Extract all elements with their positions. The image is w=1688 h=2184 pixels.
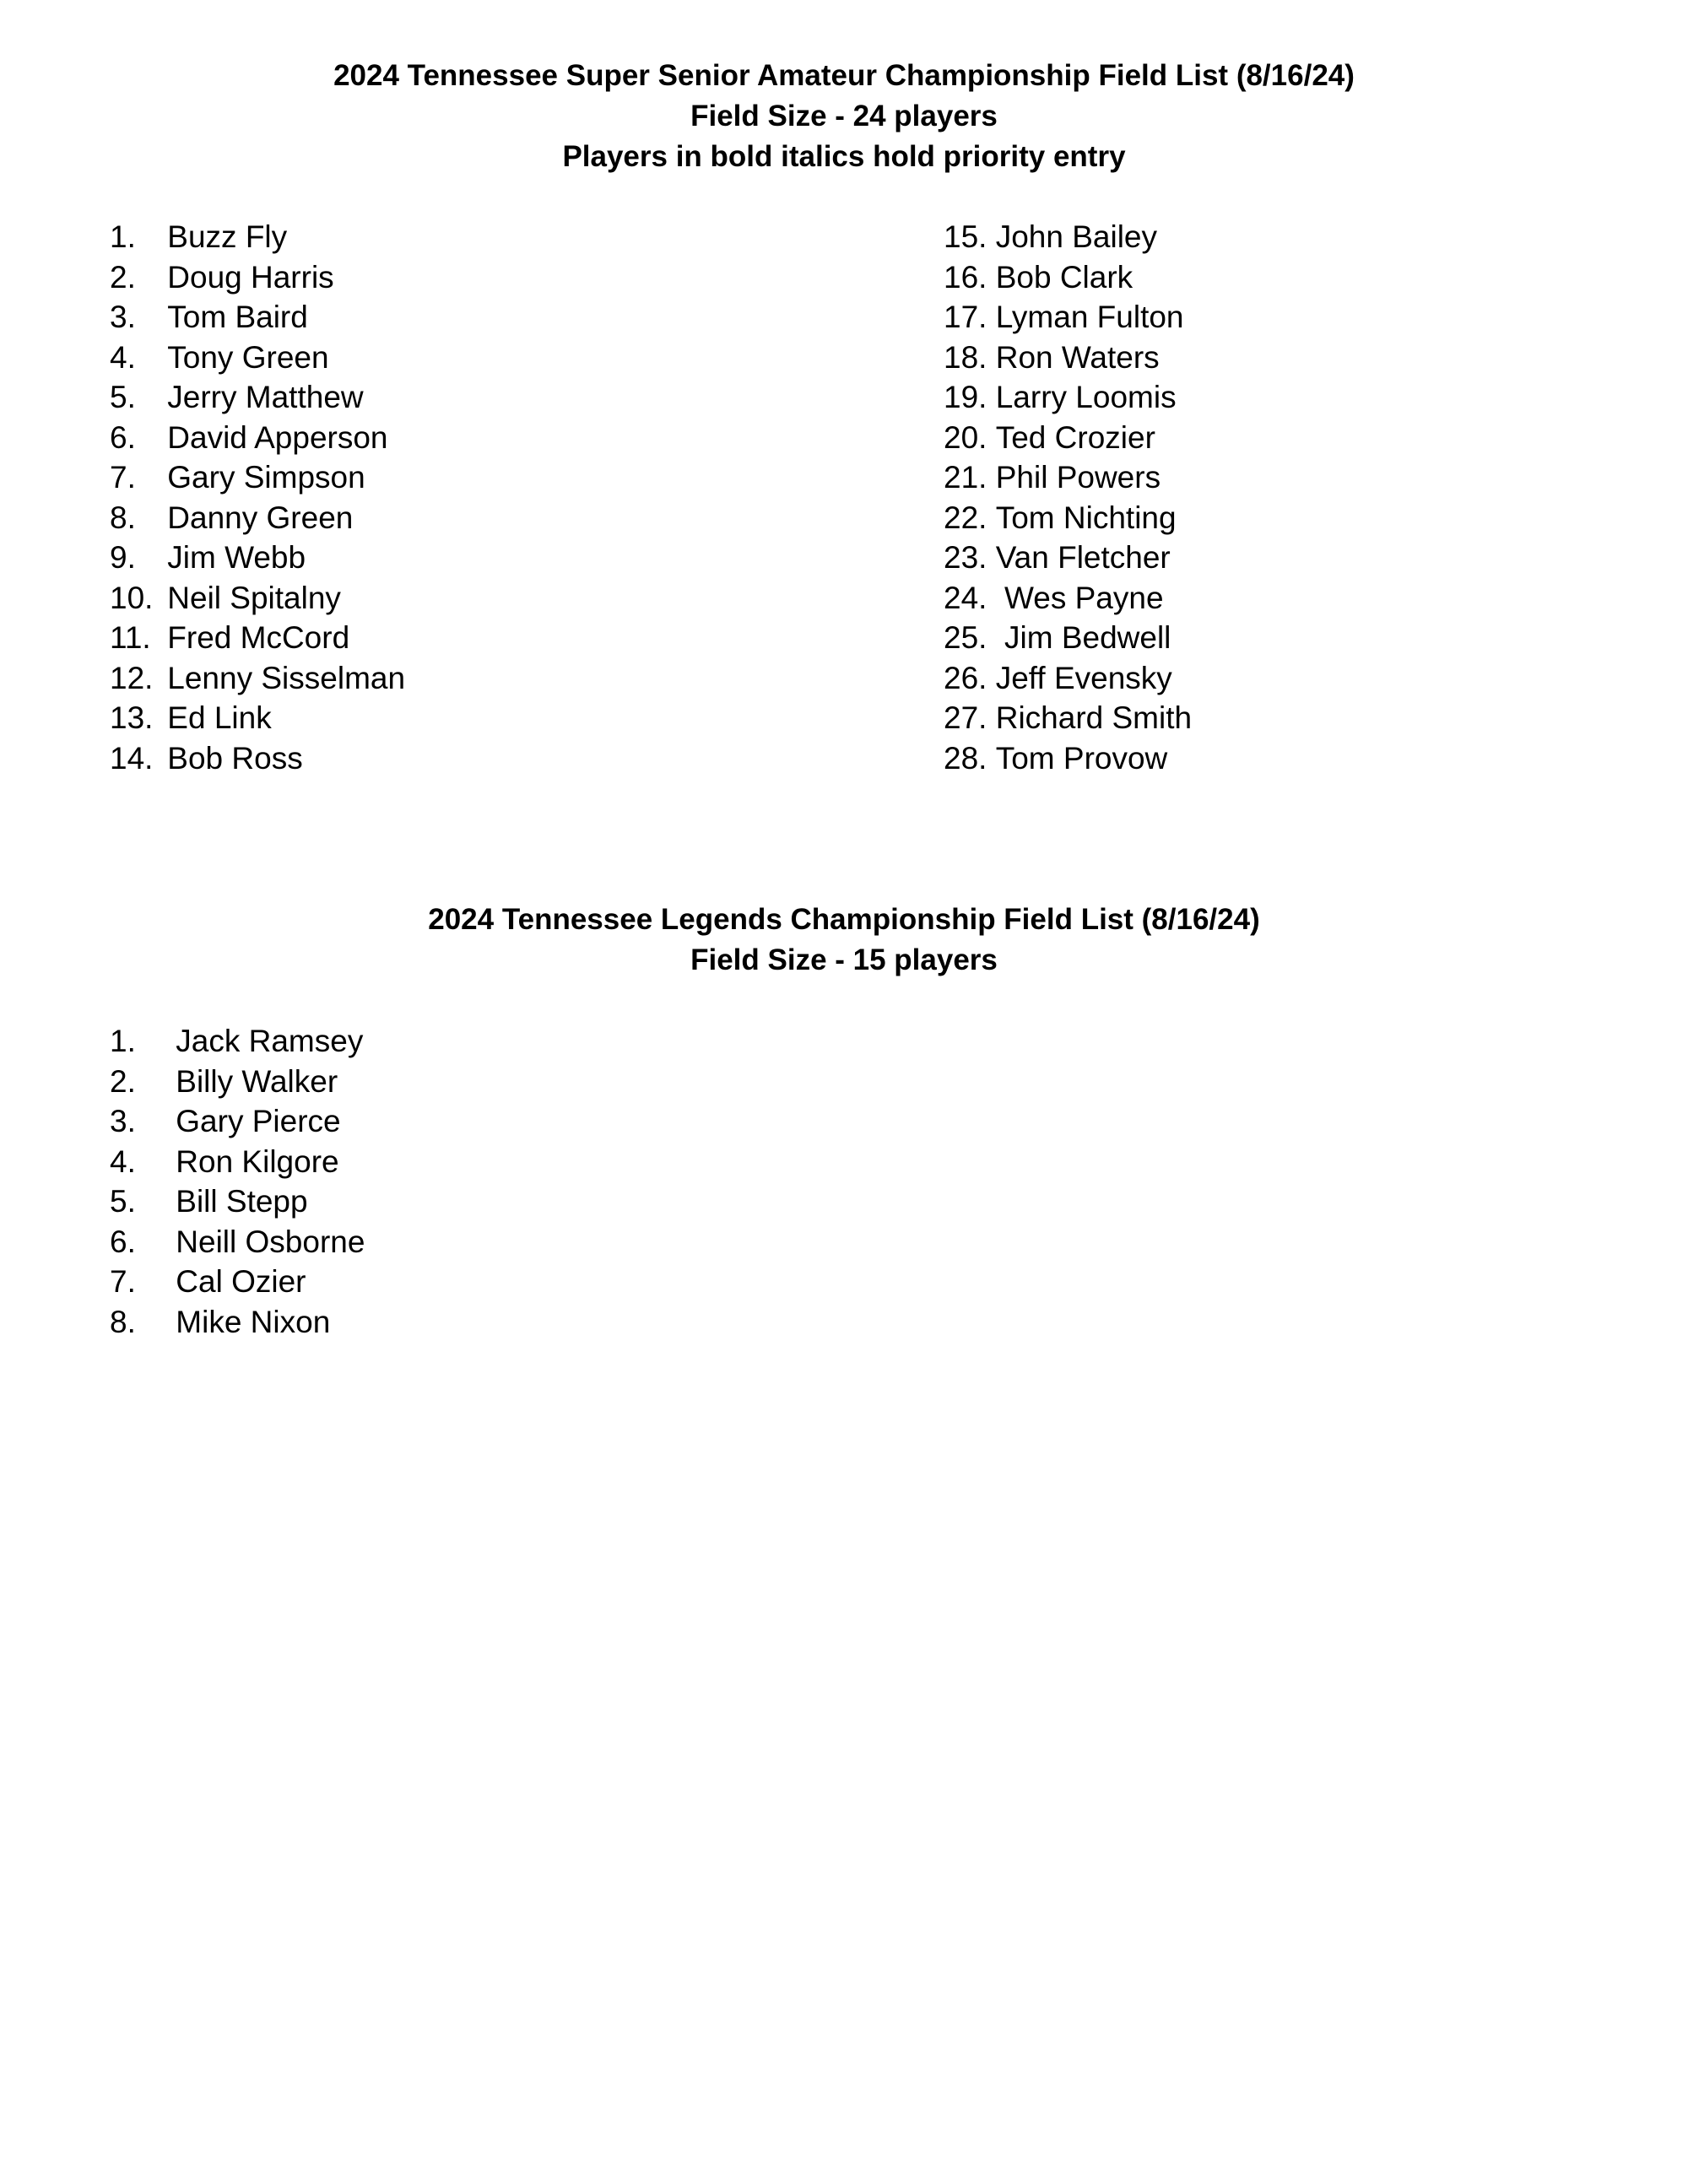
player-number: 3.: [110, 1104, 136, 1138]
player-number: 5.: [110, 1184, 136, 1219]
player-number: 7.: [110, 1264, 136, 1299]
player-name: Bob Ross: [167, 740, 303, 776]
player-name: Doug Harris: [167, 259, 334, 295]
player-number: 4.: [110, 339, 136, 375]
player-list-item: [110, 1222, 365, 1262]
player-list-item: [110, 538, 405, 578]
player-list-item: [944, 418, 1192, 458]
player-list-item: [110, 658, 405, 699]
player-list-item: [110, 1262, 365, 1302]
super-senior-list-right: [944, 217, 1192, 778]
player-number: 13.: [110, 700, 154, 735]
player-number: 2.: [110, 1063, 136, 1099]
player-name: Fred McCord: [167, 620, 350, 655]
player-list-item: [110, 1062, 365, 1102]
player-number: 10.: [110, 580, 154, 615]
player-list-item: [944, 618, 1192, 658]
player-number: 28.: [944, 740, 987, 776]
player-name: Mike Nixon: [176, 1304, 331, 1339]
player-name: Jim Bedwell: [995, 620, 1171, 655]
player-name: Neill Osborne: [176, 1224, 365, 1259]
player-number: 1.: [110, 1024, 136, 1058]
player-number: 5.: [110, 380, 136, 414]
player-list-item: [944, 217, 1192, 257]
player-number: 6.: [110, 419, 136, 455]
player-list-item: [944, 498, 1192, 538]
player-list-item: [110, 498, 405, 538]
player-list-item: [110, 1101, 365, 1142]
player-number: 19.: [944, 380, 987, 414]
player-list-item: [944, 658, 1192, 699]
player-name: Jack Ramsey: [176, 1024, 364, 1058]
player-list-item: [944, 257, 1192, 298]
player-list-item: [110, 1302, 365, 1343]
player-number: 15.: [944, 219, 987, 254]
player-name: Ted Crozier: [995, 419, 1155, 455]
player-name: Neil Spitalny: [167, 580, 341, 615]
player-number: 11.: [110, 620, 151, 655]
player-list-item: [944, 377, 1192, 418]
player-list-item: [110, 578, 405, 619]
player-list-item: [110, 297, 405, 338]
player-number: 17.: [944, 300, 987, 334]
player-number: 2.: [110, 259, 136, 295]
player-list-item: [110, 457, 405, 498]
player-number: 25.: [944, 620, 987, 655]
player-number: 1.: [110, 219, 136, 254]
super-senior-title: 2024 Tennessee Super Senior Amateur Championship Field List (8/16/24): [333, 59, 1355, 92]
player-list-item: [110, 1021, 365, 1062]
player-name: John Bailey: [995, 219, 1158, 254]
super-senior-heading: [0, 56, 1688, 177]
player-list-item: [944, 538, 1192, 578]
player-name: Wes Payne: [995, 580, 1164, 615]
super-senior-field-size: Field Size - 24 players: [690, 100, 998, 132]
player-number: 24.: [944, 580, 987, 615]
player-name: Tom Provow: [995, 740, 1168, 776]
player-number: 4.: [110, 1143, 136, 1179]
player-name: Danny Green: [167, 500, 354, 535]
player-name: Richard Smith: [995, 700, 1193, 735]
player-number: 3.: [110, 300, 136, 334]
player-number: 18.: [944, 339, 987, 375]
player-number: 16.: [944, 259, 987, 295]
player-list-item: [110, 257, 405, 298]
player-list-item: [110, 217, 405, 257]
player-number: 26.: [944, 660, 987, 695]
super-senior-priority-note: Players in bold italics hold priority entry: [562, 140, 1126, 173]
player-number: 22.: [944, 500, 987, 535]
player-number: 21.: [944, 460, 987, 495]
player-name: David Apperson: [167, 419, 388, 455]
player-name: Ron Kilgore: [176, 1143, 339, 1179]
player-list-item: [110, 738, 405, 779]
player-list-item: [110, 377, 405, 418]
legends-list: [110, 1021, 365, 1342]
player-name: Tom Nichting: [995, 500, 1177, 535]
legends-heading: [0, 900, 1688, 981]
player-number: 8.: [110, 1304, 136, 1339]
player-name: Bill Stepp: [176, 1184, 308, 1219]
player-list-item: [110, 1142, 365, 1182]
player-name: Larry Loomis: [995, 380, 1177, 414]
player-list-item: [110, 1181, 365, 1222]
player-list-item: [110, 338, 405, 378]
player-name: Jerry Matthew: [167, 380, 364, 414]
player-name: Lenny Sisselman: [167, 660, 406, 695]
player-name: Cal Ozier: [176, 1264, 306, 1299]
player-number: 8.: [110, 500, 136, 535]
player-list-item: [944, 297, 1192, 338]
player-list-item: [110, 418, 405, 458]
player-list-item: [944, 738, 1192, 779]
player-number: 7.: [110, 460, 136, 495]
player-name: Phil Powers: [995, 460, 1161, 495]
player-number: 23.: [944, 540, 987, 575]
player-list-item: [944, 457, 1192, 498]
player-name: Gary Pierce: [176, 1104, 341, 1138]
player-list-item: [944, 698, 1192, 738]
player-list-item: [944, 578, 1192, 619]
player-name: Billy Walker: [176, 1063, 338, 1099]
player-name: Lyman Fulton: [995, 300, 1184, 334]
player-name: Bob Clark: [995, 259, 1133, 295]
player-name: Van Fletcher: [995, 540, 1171, 575]
player-number: 12.: [110, 660, 154, 695]
player-name: Jim Webb: [167, 540, 306, 575]
player-list-item: [110, 618, 405, 658]
player-number: 9.: [110, 540, 136, 575]
player-name: Ed Link: [167, 700, 272, 735]
player-number: 14.: [110, 740, 154, 776]
super-senior-list-left: [110, 217, 405, 778]
player-number: 27.: [944, 700, 987, 735]
player-number: 6.: [110, 1224, 136, 1259]
player-list-item: [944, 338, 1192, 378]
player-name: Ron Waters: [995, 339, 1160, 375]
legends-field-size: Field Size - 15 players: [690, 943, 998, 976]
player-name: Tom Baird: [167, 300, 308, 334]
player-list-item: [110, 698, 405, 738]
player-name: Buzz Fly: [167, 219, 288, 254]
player-name: Gary Simpson: [167, 460, 365, 495]
player-number: 20.: [944, 419, 987, 455]
player-name: Jeff Evensky: [995, 660, 1172, 695]
legends-title: 2024 Tennessee Legends Championship Field List (8/16/24): [428, 903, 1260, 936]
player-name: Tony Green: [167, 339, 329, 375]
